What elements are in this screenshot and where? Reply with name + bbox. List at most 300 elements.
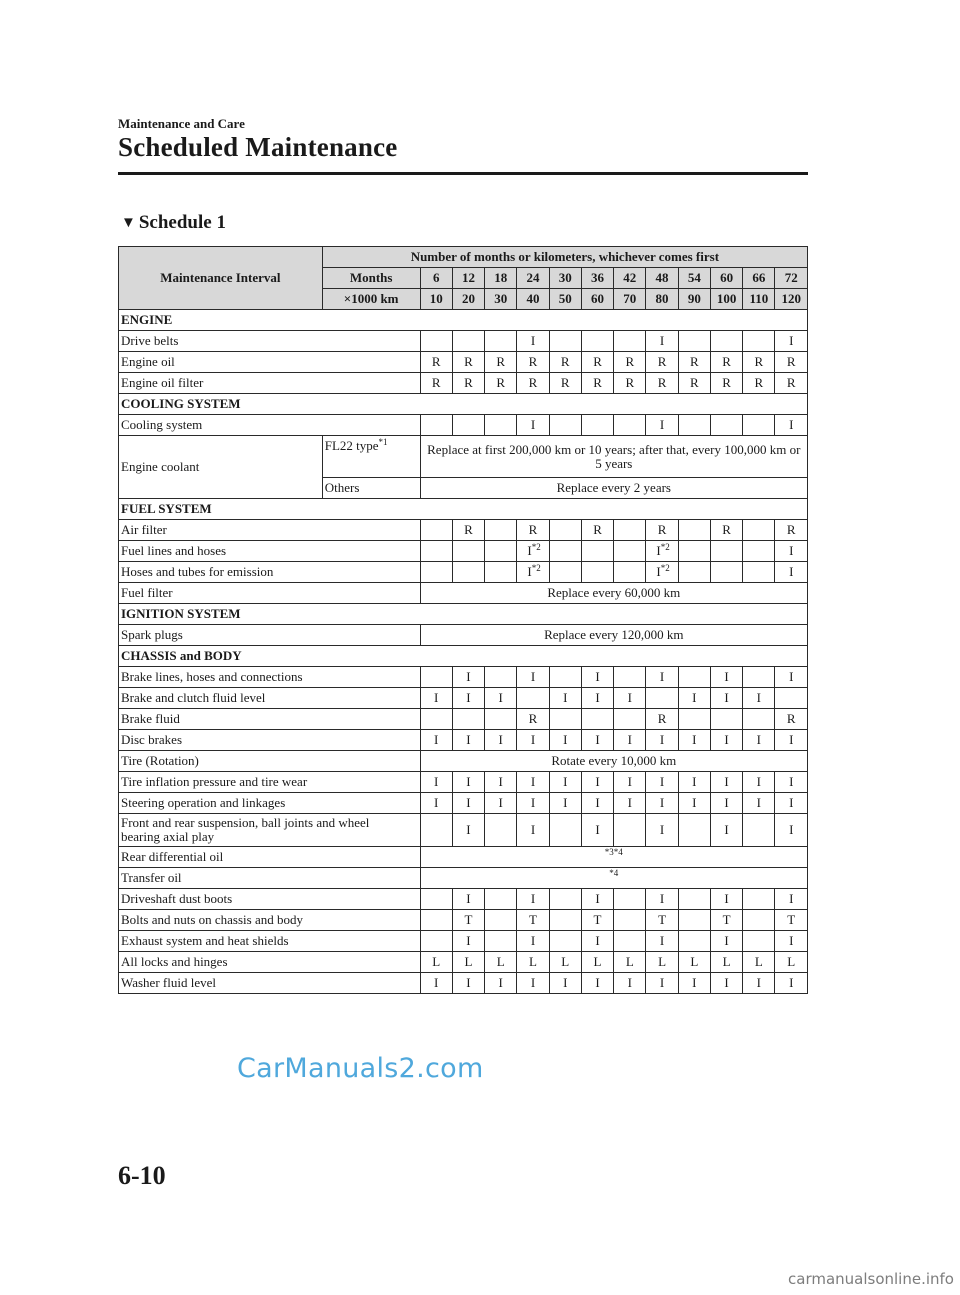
interval-cell [452, 562, 484, 583]
interval-cell [549, 793, 581, 814]
interval-cell [710, 520, 742, 541]
item-label: Engine coolant [119, 436, 323, 499]
cell-value: I [627, 975, 632, 990]
interval-cell [646, 931, 678, 952]
footnote-mark: *1 [378, 437, 388, 447]
interval-cell [485, 415, 517, 436]
interval-cell [743, 931, 775, 952]
interval-cell [775, 889, 808, 910]
interval-cell [517, 709, 549, 730]
cell-value: I [659, 417, 665, 432]
row-engine-oil [119, 352, 808, 373]
interval-cell [775, 793, 808, 814]
interval-cell [614, 562, 646, 583]
interval-cell [678, 910, 710, 931]
cell-value: R [657, 354, 667, 369]
cell-value: I [498, 795, 503, 810]
interval-cell [710, 814, 742, 847]
interval-cell [420, 730, 452, 751]
cell-value: I [789, 933, 794, 948]
interval-cell [678, 373, 710, 394]
interval-cell [452, 910, 484, 931]
km-cell: 70 [614, 289, 646, 310]
interval-cell [452, 541, 484, 562]
interval-cell [710, 730, 742, 751]
interval-cell [646, 667, 678, 688]
interval-cell [420, 772, 452, 793]
interval-cell [775, 931, 808, 952]
interval-cell [614, 730, 646, 751]
interval-cell [678, 793, 710, 814]
interval-cell [646, 730, 678, 751]
cell-value: I [692, 732, 697, 747]
interval-cell [614, 931, 646, 952]
interval-cell [614, 415, 646, 436]
interval-cell [646, 352, 678, 373]
maintenance-schedule-table [118, 246, 808, 994]
interval-cell [678, 931, 710, 952]
interval-cell [743, 688, 775, 709]
interval-cell [710, 889, 742, 910]
interval-cell [581, 931, 613, 952]
interval-cell [710, 709, 742, 730]
interval-cell [775, 541, 808, 562]
interval-cell [420, 931, 452, 952]
row-air-filter [119, 520, 808, 541]
cell-value: I [724, 822, 729, 837]
cell-value: I [434, 795, 439, 810]
footnote-mark: *2 [531, 563, 541, 573]
month-cell: 48 [646, 268, 678, 289]
interval-cell [420, 688, 452, 709]
interval-cell [420, 973, 452, 994]
interval-cell [678, 541, 710, 562]
interval-cell [485, 373, 517, 394]
row-driveshaft-boots [119, 889, 808, 910]
interval-cell [775, 814, 808, 847]
cell-value: I [466, 891, 471, 906]
category-label: ENGINE [119, 310, 808, 331]
interval-cell [485, 889, 517, 910]
cell-value: R [593, 522, 602, 537]
cell-value: R [754, 354, 764, 369]
cell-value: R [786, 711, 796, 726]
cell-value: R [593, 375, 602, 390]
interval-cell [775, 730, 808, 751]
interval-cell [485, 562, 517, 583]
interval-cell [452, 814, 484, 847]
span-header: Number of months or kilometers, whichever comes first [322, 247, 807, 268]
cell-value: I [756, 774, 762, 789]
item-label: Air filter [119, 520, 421, 541]
cell-value: I [530, 669, 536, 684]
interval-cell [420, 331, 452, 352]
interval-cell [710, 793, 742, 814]
category-cooling [119, 394, 808, 415]
interval-cell [678, 352, 710, 373]
cell-value: I [434, 690, 439, 705]
interval-cell [549, 889, 581, 910]
interval-cell [517, 793, 549, 814]
interval-cell [452, 952, 484, 973]
interval-cell [710, 973, 742, 994]
cell-value: I [466, 732, 471, 747]
item-label: Driveshaft dust boots [119, 889, 421, 910]
interval-cell [549, 910, 581, 931]
interval-cell [614, 973, 646, 994]
interval-cell [485, 910, 517, 931]
interval-cell [485, 688, 517, 709]
row-tire-rotation [119, 751, 808, 772]
interval-cell [614, 889, 646, 910]
km-label: ×1000 km [322, 289, 420, 310]
km-cell: 60 [581, 289, 613, 310]
interval-cell [452, 709, 484, 730]
interval-cell [517, 352, 549, 373]
cell-value: I [724, 732, 729, 747]
cell-value: R [722, 354, 731, 369]
cell-value: I [692, 975, 697, 990]
interval-cell [517, 520, 549, 541]
interval-cell [743, 541, 775, 562]
cell-value: I [659, 732, 665, 747]
interval-cell [710, 772, 742, 793]
item-label: Cooling system [119, 415, 421, 436]
interval-cell [420, 910, 452, 931]
interval-cell [581, 730, 613, 751]
cell-value: I [659, 669, 665, 684]
interval-cell [420, 415, 452, 436]
interval-cell [420, 667, 452, 688]
cell-value: I [466, 795, 471, 810]
cell-value: I [756, 795, 762, 810]
interval-cell [710, 562, 742, 583]
interval-cell [485, 952, 517, 973]
cell-value: R [496, 375, 506, 390]
cell-value: R [657, 522, 667, 537]
cell-value: I [498, 975, 503, 990]
interval-cell [485, 973, 517, 994]
interval-cell [646, 541, 678, 562]
interval-cell [646, 709, 678, 730]
km-cell: 20 [452, 289, 484, 310]
interval-cell [614, 814, 646, 847]
interval-cell [614, 520, 646, 541]
cell-value: T [722, 912, 731, 927]
interval-cell [743, 730, 775, 751]
cell-value: R [464, 354, 473, 369]
cell-value: I [692, 774, 697, 789]
interval-cell [485, 772, 517, 793]
footer-site: carmanualsonline.info [788, 1270, 954, 1288]
interval-cell [581, 772, 613, 793]
cell-value: L [561, 954, 570, 969]
interval-cell [775, 331, 808, 352]
row-transfer-oil [119, 868, 808, 889]
cell-value: R [593, 354, 602, 369]
item-label: Transfer oil [119, 868, 421, 889]
title-rule [118, 172, 808, 175]
interval-cell [420, 520, 452, 541]
interval-cell [549, 814, 581, 847]
interval-cell [614, 667, 646, 688]
cell-value: R [786, 375, 796, 390]
interval-cell [710, 688, 742, 709]
cell-value: R [496, 354, 506, 369]
interval-cell [581, 352, 613, 373]
month-cell: 36 [581, 268, 613, 289]
cell-value: R [754, 375, 764, 390]
interval-header: Maintenance Interval [119, 247, 323, 310]
interval-cell [517, 667, 549, 688]
interval-cell [549, 952, 581, 973]
interval-cell [452, 331, 484, 352]
interval-cell [581, 793, 613, 814]
cell-value: I [724, 891, 729, 906]
item-label: Hoses and tubes for emission [119, 562, 421, 583]
interval-cell [485, 352, 517, 373]
interval-cell [517, 772, 549, 793]
cell-value: I [724, 795, 729, 810]
category-label: FUEL SYSTEM [119, 499, 808, 520]
cell-value: I [434, 732, 439, 747]
interval-cell [775, 373, 808, 394]
cell-value: I [692, 795, 697, 810]
interval-cell [517, 373, 549, 394]
interval-cell [581, 709, 613, 730]
km-cell: 30 [485, 289, 517, 310]
cell-value: I [434, 774, 439, 789]
footnote-mark: *2 [660, 542, 670, 552]
interval-cell [485, 541, 517, 562]
interval-cell [581, 688, 613, 709]
category-chassis [119, 646, 808, 667]
cell-value: I [498, 732, 503, 747]
interval-cell [517, 415, 549, 436]
interval-cell [517, 730, 549, 751]
interval-cell [581, 889, 613, 910]
cell-value: I [724, 690, 729, 705]
triangle-down-icon: ▼ [121, 215, 136, 231]
cell-value: I [563, 975, 568, 990]
cell-value: R [657, 711, 667, 726]
cell-value: I [498, 690, 503, 705]
interval-cell [517, 541, 549, 562]
row-brake-clutch-fluid [119, 688, 808, 709]
interval-cell [775, 688, 808, 709]
item-label: All locks and hinges [119, 952, 421, 973]
cell-value: I [789, 822, 794, 837]
interval-cell [420, 952, 452, 973]
interval-cell [775, 973, 808, 994]
interval-cell [775, 667, 808, 688]
cell-value: I [595, 690, 600, 705]
interval-cell [614, 793, 646, 814]
item-label: Disc brakes [119, 730, 421, 751]
cell-value: I [595, 732, 600, 747]
cell-value: T [593, 912, 602, 927]
interval-cell [614, 352, 646, 373]
interval-cell [743, 952, 775, 973]
interval-cell [452, 793, 484, 814]
km-cell: 100 [710, 289, 742, 310]
interval-cell [646, 688, 678, 709]
cell-value: I [659, 933, 665, 948]
cell-value: I [659, 774, 665, 789]
interval-cell [581, 910, 613, 931]
cell-value: T [658, 912, 667, 927]
footnote-mark: *2 [660, 563, 670, 573]
interval-cell [549, 931, 581, 952]
cell-value: I [530, 333, 536, 348]
interval-cell [646, 520, 678, 541]
cell-value: I [789, 975, 794, 990]
interval-cell [743, 352, 775, 373]
cell-value: L [464, 954, 473, 969]
interval-cell [743, 772, 775, 793]
category-label: CHASSIS and BODY [119, 646, 808, 667]
item-label: Engine oil [119, 352, 421, 373]
interval-cell [743, 973, 775, 994]
item-label: Drive belts [119, 331, 421, 352]
interval-cell [549, 520, 581, 541]
month-cell: 24 [517, 268, 549, 289]
interval-cell [743, 415, 775, 436]
interval-cell [452, 352, 484, 373]
km-cell: 80 [646, 289, 678, 310]
cell-value: I [756, 975, 762, 990]
span-text: Rotate every 10,000 km [420, 751, 807, 772]
interval-cell [420, 562, 452, 583]
interval-cell [775, 415, 808, 436]
interval-cell [743, 793, 775, 814]
row-engine-coolant-fl22 [119, 436, 808, 478]
interval-cell [678, 973, 710, 994]
cell-value: I [595, 975, 600, 990]
page-number: 6-10 [118, 1161, 166, 1190]
item-label: Steering operation and linkages [119, 793, 421, 814]
item-label: Fuel filter [119, 583, 421, 604]
cell-value: R [528, 354, 538, 369]
cell-value: R [689, 375, 699, 390]
schedule-heading [121, 212, 226, 234]
cell-value: I [466, 669, 471, 684]
cell-value: I [466, 975, 471, 990]
row-brake-fluid [119, 709, 808, 730]
cell-value: R [560, 375, 570, 390]
interval-cell [678, 415, 710, 436]
cell-value: I [466, 933, 471, 948]
interval-cell [581, 667, 613, 688]
interval-cell [710, 415, 742, 436]
km-cell: 40 [517, 289, 549, 310]
cell-value: R [528, 375, 538, 390]
cell-value: I [789, 891, 794, 906]
interval-cell [678, 952, 710, 973]
cell-value: I [756, 690, 762, 705]
row-tire-inflation [119, 772, 808, 793]
interval-cell [646, 910, 678, 931]
cell-value: I [659, 975, 665, 990]
schedule-heading-text: Schedule 1 [138, 212, 226, 233]
interval-cell [581, 814, 613, 847]
cell-value: I [595, 891, 600, 906]
cell-value: I [659, 333, 665, 348]
interval-cell [678, 709, 710, 730]
interval-cell [646, 373, 678, 394]
row-washer-fluid [119, 973, 808, 994]
cell-value: I [563, 690, 568, 705]
cell-value: I [563, 774, 568, 789]
cell-value: R [528, 711, 538, 726]
row-engine-oil-filter [119, 373, 808, 394]
row-spark-plugs [119, 625, 808, 646]
month-cell: 6 [420, 268, 452, 289]
month-cell: 60 [710, 268, 742, 289]
cell-value: I [659, 795, 665, 810]
interval-cell [581, 331, 613, 352]
row-fuel-filter [119, 583, 808, 604]
cell-value: I [789, 669, 794, 684]
cell-value: I [627, 690, 632, 705]
item-label: Tire inflation pressure and tire wear [119, 772, 421, 793]
month-cell: 30 [549, 268, 581, 289]
interval-cell [581, 520, 613, 541]
cell-value: R [560, 354, 570, 369]
interval-cell [517, 814, 549, 847]
interval-cell [485, 793, 517, 814]
interval-cell [485, 709, 517, 730]
item-label: Brake and clutch fluid level [119, 688, 421, 709]
interval-cell [517, 331, 549, 352]
item-label: Bolts and nuts on chassis and body [119, 910, 421, 931]
row-brake-lines [119, 667, 808, 688]
cell-value: R [464, 522, 473, 537]
header-row-span [119, 247, 808, 268]
interval-cell [420, 541, 452, 562]
cell-value: I [527, 564, 532, 579]
cell-value: I [627, 774, 632, 789]
cell-value: R [528, 522, 538, 537]
interval-cell [549, 688, 581, 709]
row-exhaust [119, 931, 808, 952]
interval-cell [420, 352, 452, 373]
span-text: Replace every 120,000 km [420, 625, 807, 646]
row-hoses-emission [119, 562, 808, 583]
interval-cell [775, 910, 808, 931]
cell-value: I [656, 564, 661, 579]
interval-cell [614, 952, 646, 973]
month-cell: 12 [452, 268, 484, 289]
interval-cell [549, 709, 581, 730]
cell-value: T [787, 912, 796, 927]
row-disc-brakes [119, 730, 808, 751]
item-label: Tire (Rotation) [119, 751, 421, 772]
interval-cell [743, 373, 775, 394]
interval-cell [775, 352, 808, 373]
cell-value: I [466, 774, 471, 789]
interval-cell [452, 688, 484, 709]
interval-cell [485, 331, 517, 352]
interval-cell [775, 520, 808, 541]
cell-value: I [692, 690, 697, 705]
cell-value: R [722, 375, 731, 390]
cell-value: I [724, 933, 729, 948]
interval-cell [452, 931, 484, 952]
interval-cell [485, 730, 517, 751]
interval-cell [581, 952, 613, 973]
km-cell: 90 [678, 289, 710, 310]
